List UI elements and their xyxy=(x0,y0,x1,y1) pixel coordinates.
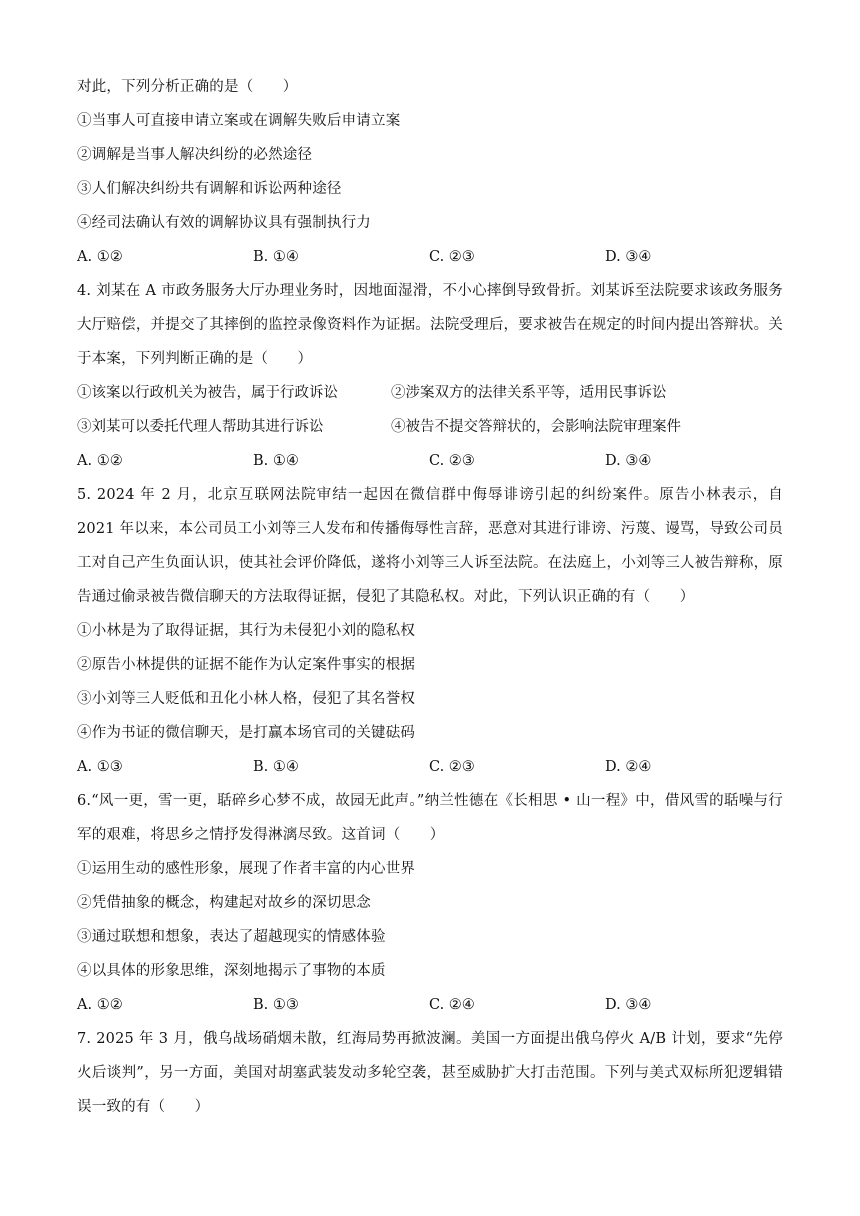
q7-stem: 7. 2025 年 3 月，俄乌战场硝烟未散，红海局势再掀波澜。美国一方面提出俄乌停火 A/B 计划，要求“先停火后谈判”，另一方面，美国对胡塞武装发动多轮空袭，甚至威胁扩大打击范围。下列与美式双标所犯逻辑错误一致的有（ ） xyxy=(77,1031,783,1115)
q5-option-3: ③小刘等三人贬低和丑化小林人格，侵犯了其名誉权 xyxy=(77,691,416,707)
q6-choice-a: A. ①② xyxy=(77,997,123,1013)
q5-choice-b: B. ①④ xyxy=(253,759,299,775)
q5-choices xyxy=(77,750,783,784)
q4-stem: 4. 刘某在 A 市政务服务大厅办理业务时，因地面湿滑，不小心摔倒导致骨折。刘某诉至法院要求该政务服务大厅赔偿，并提交了其摔倒的监控录像资料作为证据。法院受理后，要求被告在规定的时间内提出答辩状。关于本案，下列判断正确的是（ ） xyxy=(77,283,783,367)
q5-choice-a: A. ①③ xyxy=(77,759,123,775)
q6-choice-d: D. ③④ xyxy=(605,997,652,1013)
q4-option-1: ①该案以行政机关为被告，属于行政诉讼 xyxy=(77,385,338,401)
q6-option-4: ④以具体的形象思维，深刻地揭示了事物的本质 xyxy=(77,963,386,979)
q3-option-4: ④经司法确认有效的调解协议具有强制执行力 xyxy=(77,215,371,231)
q5-choice-d: D. ②④ xyxy=(605,759,652,775)
q3-choice-c: C. ②③ xyxy=(429,249,475,265)
q4-choice-b: B. ①④ xyxy=(253,453,299,469)
q4-choice-d: D. ③④ xyxy=(605,453,652,469)
q4-choices xyxy=(77,444,783,478)
q6-choice-c: C. ②④ xyxy=(429,997,475,1013)
q4-option-2: ②涉案双方的法律关系平等，适用民事诉讼 xyxy=(391,385,667,401)
q3-stem-tail: 对此，下列分析正确的是（ ） xyxy=(77,79,298,95)
q6-option-2: ②凭借抽象的概念，构建起对故乡的深切思念 xyxy=(77,895,371,911)
q5-option-1: ①小林是为了取得证据，其行为未侵犯小刘的隐私权 xyxy=(77,623,416,639)
q5-option-4: ④作为书证的微信聊天，是打赢本场官司的关键砝码 xyxy=(77,725,416,741)
q6-option-1: ①运用生动的感性形象，展现了作者丰富的内心世界 xyxy=(77,861,416,877)
q6-stem: 6.“风一更，雪一更，聒碎乡心梦不成，故园无此声。”纳兰性德在《长相思 • 山一程》中，借风雪的聒噪与行军的艰难，将思乡之情抒发得淋漓尽致。这首词（ ） xyxy=(77,793,783,843)
q3-choice-a: A. ①② xyxy=(77,249,123,265)
q6-choices xyxy=(77,988,783,1022)
q5-option-2: ②原告小林提供的证据不能作为认定案件事实的根据 xyxy=(77,657,416,673)
q3-option-2: ②调解是当事人解决纠纷的必然途径 xyxy=(77,147,313,163)
q4-options-row-1 xyxy=(77,376,783,410)
q3-choices xyxy=(77,240,783,274)
q5-choice-c: C. ②③ xyxy=(429,759,475,775)
q3-choice-d: D. ③④ xyxy=(605,249,652,265)
q6-choice-b: B. ①③ xyxy=(253,997,299,1013)
q5-stem: 5. 2024 年 2 月，北京互联网法院审结一起因在微信群中侮辱诽谤引起的纠纷案件。原告小林表示，自 2021 年以来，本公司员工小刘等三人发布和传播侮辱性言辞，恶意对其进行诽谤、污蔑、谩骂，导致公司员工对自己产生负面认识，使其社会评价降低，遂将小刘等三人诉至法院。在法庭上，小刘等三人被告辩称，原告通过偷录被告微信聊天的方法取得证据，侵犯了其隐私权。对此，下列认识正确的有（ ） xyxy=(77,487,783,605)
q4-options-row-2 xyxy=(77,410,783,444)
q4-option-3: ③刘某可以委托代理人帮助其进行诉讼 xyxy=(77,419,324,435)
q3-choice-b: B. ①④ xyxy=(253,249,299,265)
q4-choice-a: A. ①② xyxy=(77,453,123,469)
q3-option-1: ①当事人可直接申请立案或在调解失败后申请立案 xyxy=(77,113,401,129)
exam-page xyxy=(77,70,783,1124)
q3-option-3: ③人们解决纠纷共有调解和诉讼两种途径 xyxy=(77,181,342,197)
q4-option-4: ④被告不提交答辩状的，会影响法院审理案件 xyxy=(391,419,681,435)
q4-choice-c: C. ②③ xyxy=(429,453,475,469)
q6-option-3: ③通过联想和想象，表达了超越现实的情感体验 xyxy=(77,929,386,945)
